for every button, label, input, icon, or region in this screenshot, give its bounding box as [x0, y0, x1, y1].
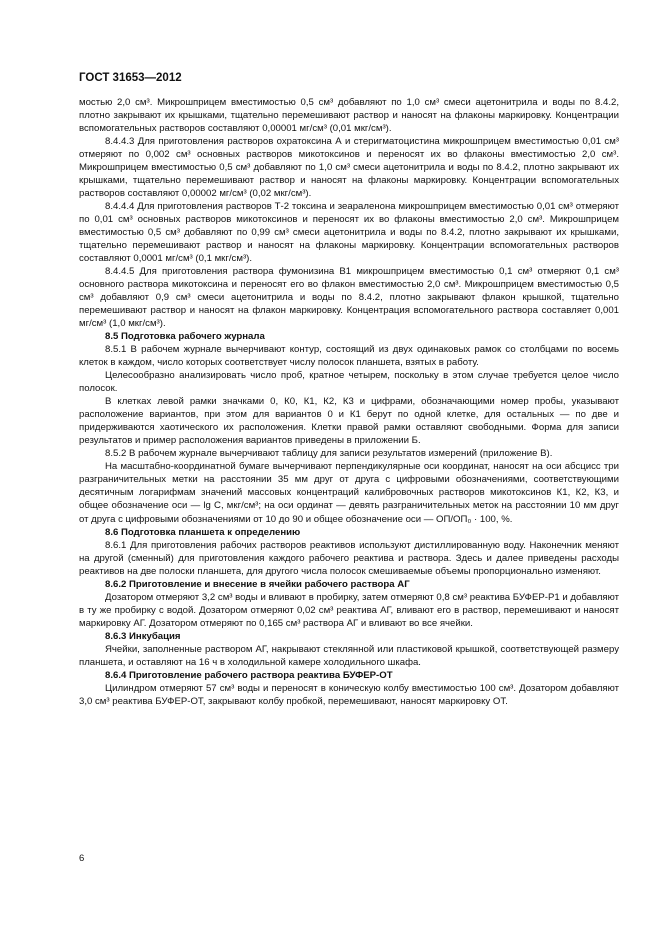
paragraph: 8.5.2 В рабочем журнале вычерчивают таблицу для записи результатов измерений (приложение В). — [105, 448, 553, 460]
paragraph: Цилиндром отмеряют 57 см³ воды и переносят в коническую колбу вместимостью 100 см³. Дозатором добавляют 3,0 см³ реактива БУФЕР-ОТ, закрывают колбу пробкой, перемешивают, наносят маркировку ОТ. — [79, 682, 619, 707]
subsection-heading: 8.6.3 Инкубация — [105, 630, 181, 642]
subsection-heading: 8.6.2 Приготовление и внесение в ячейки рабочего раствора АГ — [105, 578, 410, 590]
paragraph: Ячейки, заполненные раствором АГ, накрывают стеклянной или пластиковой крышкой, соответствующей размеру планшета, и оставляют на 16 ч в холодильной камере холодильного шкафа. — [79, 643, 619, 668]
section-heading: 8.6 Подготовка планшета к определению — [105, 526, 301, 538]
standard-header: ГОСТ 31653—2012 — [79, 72, 182, 84]
page-number: 6 — [79, 853, 85, 864]
paragraph: Целесообразно анализировать число проб, кратное четырем, поскольку в этом случае требуется целое число полосок. — [79, 370, 619, 395]
paragraph: 8.4.4.5 Для приготовления раствора фумонизина В1 микрошприцем вместимостью 0,1 см³ отмеряют 0,1 см³ основного раствора микотоксина и переносят его во флакон вместимостью 2,0 см³. Микрошприцем вместимостью 0,5 см³ добавляют 0,9 см³ смеси ацетонитрила и воды по 8.4.2, плотно закрывают флакон крышкой, тщательно перемешивают раствор и наносят на флакон маркировку. Концентрация вспомогательного раствора составляет 0,001 мг/см³ (1,0 мкг/см³). — [79, 266, 619, 330]
document-body — [79, 96, 619, 708]
paragraph: мостью 2,0 см³. Микрошприцем вместимостью 0,5 см³ добавляют по 1,0 см³ смеси ацетонитрила и воды по 8.4.2, плотно закрывают их крышками, тщательно перемешивают раствор и наносят на флаконы маркировку. Концентрации вспомогательных растворов составляют 0,00001 мг/см³ (0,01 мкг/см³). — [79, 97, 619, 135]
paragraph: На масштабно-координатной бумаге вычерчивают перпендикулярные оси координат, наносят на оси абсцисс три разграничительных метки на расстоянии 35 мм друг от друга с цифровыми обозначениями, соответствующими десятичным логарифмам значений массовых концентраций калибровочных растворов микотоксинов К1, К2, К3, и общее обозначение оси — lg C, мкг/см³; на оси ординат — девять разграничительных меток на расстоянии 10 мм друг от друга с цифровыми обозначениями от 10 до 90 и общее обозначение оси — ОП/ОП₀ · 100, %. — [79, 461, 619, 525]
paragraph: 8.4.4.3 Для приготовления растворов охратоксина А и стеригматоцистина микрошприцем вместимостью 0,01 см³ отмеряют по 0,002 см³ основных растворов микотоксинов и переносят их во флаконы вместимостью 2,0 см³. Микрошприцем вместимостью 0,5 см³ добавляют по 1,0 см³ смеси ацетонитрила и воды по 8.4.2, плотно закрывают их крышками, тщательно перемешивают раствор и наносят на флаконы маркировку. Концентрации вспомогательных растворов составляют 0,00002 мг/см³ (0,02 мкг/см³). — [79, 136, 619, 200]
paragraph: Дозатором отмеряют 3,2 см³ воды и вливают в пробирку, затем отмеряют 0,8 см³ реактива БУФЕР-Р1 и добавляют в ту же пробирку с водой. Дозатором отмеряют 0,02 см³ реактива АГ, вливают его в раствор, перемешивают и наносят маркировку АГ. Дозатором отмеряют по 0,165 см³ раствора АГ и вливают во все ячейки. — [79, 591, 619, 629]
paragraph: 8.6.1 Для приготовления рабочих растворов реактивов используют дистиллированную воду. Наконечник меняют на другой (сменный) для приготовления каждого рабочего реактива и раствора. Здесь и далее приведены расходы реактивов на две полоски планшета, для другого числа полосок смешиваемые объемы пропорционально изменяют. — [79, 539, 619, 577]
paragraph: 8.4.4.4 Для приготовления растворов Т-2 токсина и зеараленона микрошприцем вместимостью 0,01 см³ отмеряют по 0,01 см³ основных растворов микотоксинов и переносят их во флаконы вместимостью 2,0 см³. Микрошприцем вместимостью 0,5 см³ добавляют по 0,99 см³ смеси ацетонитрила и воды по 8.4.2, плотно закрывают их крышками, тщательно перемешивают раствор и наносят на флаконы маркировку. Концентрации вспомогательных растворов составляют 0,0001 мг/см³ (0,1 мкг/см³). — [79, 201, 619, 265]
paragraph: 8.5.1 В рабочем журнале вычерчивают контур, состоящий из двух одинаковых рамок со столбцами по восемь клеток в каждом, число которых соответствует числу полосок планшета, взятых в работу. — [79, 344, 619, 369]
section-heading: 8.5 Подготовка рабочего журнала — [105, 331, 265, 343]
subsection-heading: 8.6.4 Приготовление рабочего раствора реактива БУФЕР-ОТ — [105, 669, 393, 681]
paragraph: В клетках левой рамки значками 0, К0, К1, К2, К3 и цифрами, обозначающими номер пробы, указывают расположение вариантов, при этом для вариантов 0 и К1 берут по одной клетке, для остальных — по две и придерживаются хаотического их расположения. Клетки правой рамки оставляют свободными. Форма для записи результатов и пример расположения вариантов приведены в приложении Б. — [79, 396, 619, 447]
